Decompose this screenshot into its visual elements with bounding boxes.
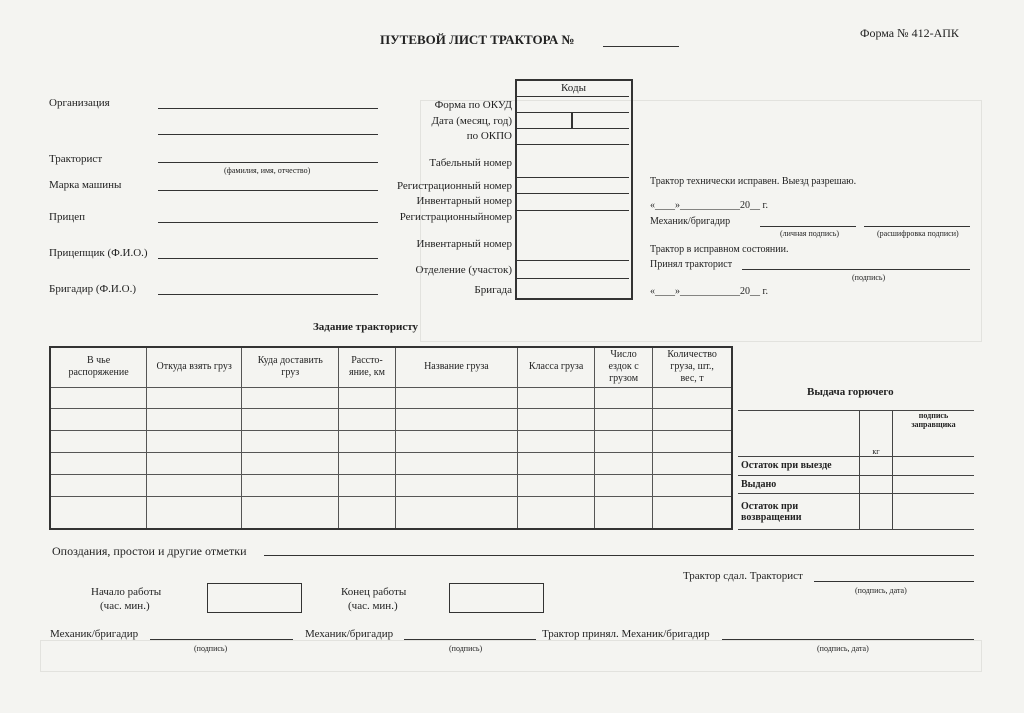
date-line-2: «____»____________20__ г. [650,286,768,297]
col-header: Название груза [395,347,518,387]
fuel-row-label: Выдано [738,475,860,494]
trailer-label: Прицеп [49,211,85,223]
tab-number-label: Табельный номер [429,157,512,169]
fuel-cell[interactable] [860,457,893,476]
codes-divider [517,177,629,178]
signature-hint: (подпись) [852,273,886,282]
mechanic-field-2[interactable] [404,639,536,640]
okud-label: Форма по ОКУД [434,99,512,111]
table-row[interactable] [50,453,732,475]
mechanic-label-1: Механик/бригадир [50,628,139,640]
machine-brand-field[interactable] [158,190,378,191]
col-header: Число ездок с грузом [594,347,652,387]
codes-divider [517,96,629,97]
okpo-label: по ОКПО [466,130,512,142]
date-split [571,112,573,128]
accepted-label: Трактор принял. Механик/бригадир [542,628,710,640]
mechanic-signature-field[interactable] [760,226,856,227]
table-row[interactable] [50,387,732,409]
tech-ok-text: Трактор технически исправен. Выезд разрешаю. [650,176,857,187]
mechanic-label: Механик/бригадир [650,216,731,227]
inv-number-label-2: Инвентарный номер [416,238,512,250]
codes-header: Коды [561,82,586,94]
table-row[interactable] [50,431,732,453]
foreman-field[interactable] [158,294,378,295]
task-table [49,346,733,530]
organization-field-2[interactable] [158,134,378,135]
personal-signature-hint: (личная подпись) [780,229,840,238]
task-title: Задание трактористу [313,321,419,333]
organization-field[interactable] [158,108,378,109]
work-end-input[interactable] [449,583,544,613]
fuel-cell[interactable] [893,494,975,530]
codes-divider [517,144,629,145]
codes-divider [517,260,629,261]
fuel-cell[interactable] [893,457,975,476]
signature-hint-2: (подпись) [449,644,483,653]
work-start-label: Начало работы [91,586,162,598]
reg-number-label-2: Регистрационныйномер [399,211,512,223]
kg-header: кг [860,411,893,457]
signature-hint-1: (подпись) [194,644,228,653]
trailer-field[interactable] [158,222,378,223]
fuel-row-label: Остаток при выезде [738,457,860,476]
form-title: ПУТЕВОЙ ЛИСТ ТРАКТОРА № [380,32,575,47]
mechanic-label-2: Механик/бригадир [305,628,394,640]
delays-field[interactable] [264,555,974,556]
signature-date-hint-2: (подпись, дата) [817,644,869,653]
accepted-by-label: Принял тракторист [650,259,733,270]
machine-brand-label: Марка машины [49,179,122,191]
delays-label: Опоздания, простои и другие отметки [52,544,247,558]
inv-number-label: Инвентарный номер [416,195,512,207]
work-start-hint: (час. мин.) [100,600,150,612]
codes-divider [517,112,629,113]
table-row[interactable] [50,474,732,496]
fuel-table [738,410,974,530]
fuel-title: Выдача горючего [807,386,894,398]
good-condition-text: Трактор в исправном состоянии. [650,244,789,255]
mechanic-decode-field[interactable] [864,226,970,227]
codes-divider [517,278,629,279]
form-number-line[interactable] [603,46,679,47]
codes-divider [517,128,629,129]
refueler-signature-header: подпись заправщика [893,411,975,457]
handed-over-label: Трактор сдал. Тракторист [683,570,803,582]
work-start-input[interactable] [207,583,302,613]
reg-number-label: Регистрационный номер [396,180,512,192]
codes-divider [517,210,629,211]
organization-label: Организация [49,97,110,109]
col-header: Куда доставить груз [242,347,339,387]
col-header: Откуда взять груз [147,347,242,387]
signature-decode-hint: (расшифровка подписи) [877,229,959,238]
table-row[interactable] [50,496,732,529]
task-header-row [50,347,732,387]
accepted-field[interactable] [722,639,974,640]
col-header: Рассто- яние, км [339,347,395,387]
work-end-hint: (час. мин.) [348,600,398,612]
date-line-1: «____»____________20__ г. [650,200,768,211]
col-header: Количество груза, шт., вес, т [653,347,732,387]
mechanic-field-1[interactable] [150,639,293,640]
col-header: Класса груза [518,347,595,387]
fuel-cell[interactable] [860,475,893,494]
trailer-operator-field[interactable] [158,258,378,259]
accepted-by-field[interactable] [742,269,970,270]
signature-date-hint: (подпись, дата) [855,586,907,595]
foreman-label: Бригадир (Ф.И.О.) [49,283,136,295]
codes-divider [517,193,629,194]
fio-hint: (фамилия, имя, отчество) [224,166,311,175]
fuel-cell[interactable] [893,475,975,494]
fuel-cell[interactable] [860,494,893,530]
fuel-row-label: Остаток при возвращении [738,494,860,530]
col-header: В чье распоряжение [50,347,147,387]
date-label: Дата (месяц, год) [431,115,512,127]
work-end-label: Конец работы [341,586,407,598]
table-row[interactable] [50,409,732,431]
fuel-header-blank [738,411,860,457]
trailer-operator-label: Прицепщик (Ф.И.О.) [49,247,148,259]
tractor-driver-field[interactable] [158,162,378,163]
brigade-label: Бригада [474,284,512,296]
handed-over-field[interactable] [814,581,974,582]
form-code: Форма № 412-АПК [860,26,959,40]
tractor-driver-label: Тракторист [49,153,103,165]
department-label: Отделение (участок) [415,264,512,276]
